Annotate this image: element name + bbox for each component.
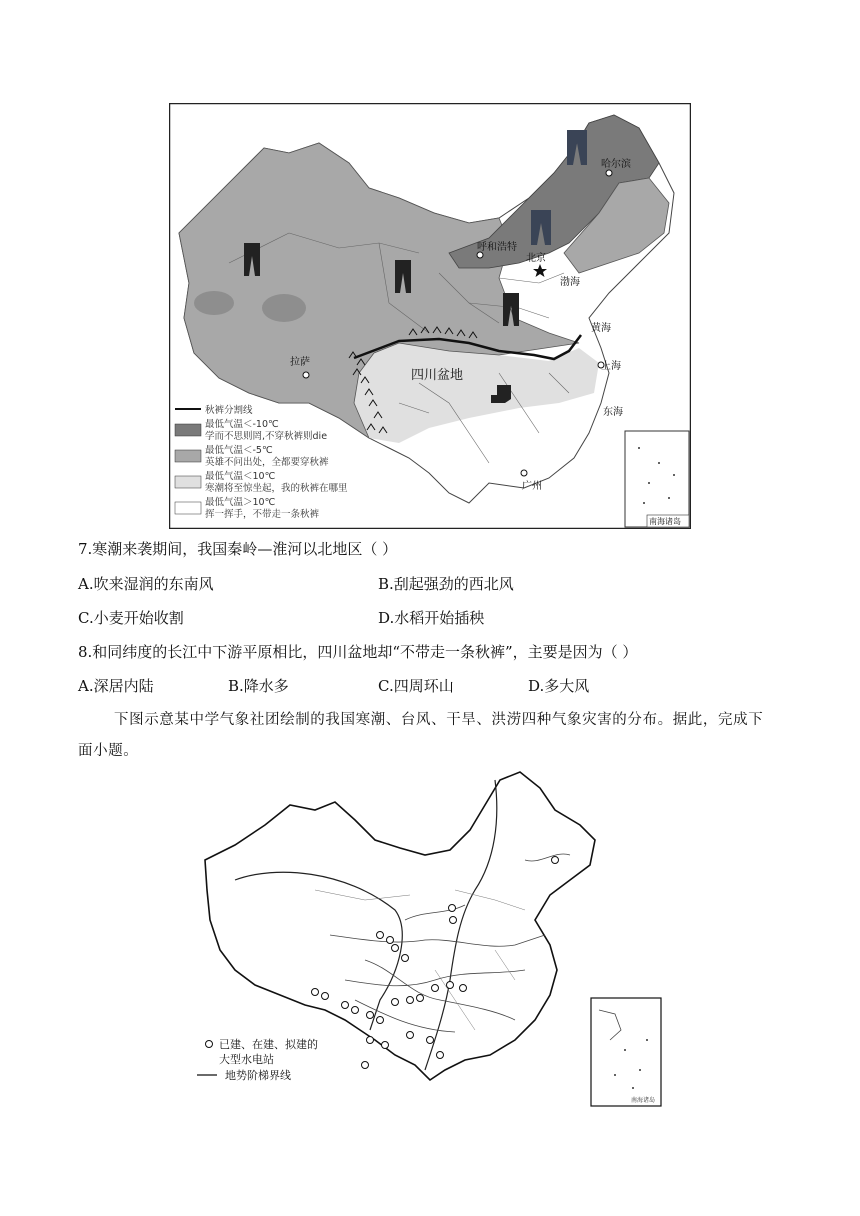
intro-paragraph: 下图示意某中学气象社团绘制的我国寒潮、台风、干旱、洪涝四种气象灾害的分布。据此，完成下面小题。	[78, 712, 764, 759]
legend-mild-2: 寒潮将至惊坐起，我的秋裤在哪里	[205, 483, 348, 494]
city-dot-guangzhou	[521, 470, 527, 476]
label-shanghai: 上海	[601, 361, 621, 372]
label-huanghai: 黄海	[591, 323, 611, 334]
map1-svg	[169, 103, 691, 529]
legend-station-label-1: 已建、在建、拟建的	[219, 1038, 318, 1051]
autumn-pants-map	[169, 103, 691, 529]
label-sichuan-basin: 四川盆地	[411, 368, 464, 383]
china-outline	[205, 772, 595, 1080]
legend-warm-2: 挥一挥手，不带走一条秋裤	[205, 509, 320, 520]
city-dot-lasa	[303, 372, 309, 378]
south-sea-inset	[625, 431, 689, 527]
hydropower-map	[195, 770, 665, 1110]
legend-very-cold-1: 最低气温＜-10℃	[205, 419, 279, 430]
legend-mild-1: 最低气温＜10℃	[205, 471, 276, 482]
map2-legend	[197, 1037, 318, 1082]
q7-option-a[interactable]: A.吹来湿润的东南风	[78, 575, 214, 593]
legend-station-icon	[206, 1041, 213, 1048]
q7-option-b[interactable]: B.刮起强劲的西北风	[378, 575, 514, 593]
legend-station-label-2: 大型水电站	[219, 1053, 274, 1066]
label-donghai: 东海	[603, 407, 623, 418]
south-sea-inset-2	[591, 998, 661, 1106]
label-guangzhou: 广州	[522, 481, 542, 492]
city-dot-haerbin	[606, 170, 612, 176]
legend-very-cold-2: 学而不思则罔,不穿秋裤则die	[205, 431, 328, 442]
legend-cold-1: 最低气温＜-5℃	[205, 445, 273, 456]
q7-stem: 7.寒潮来袭期间，我国秦岭—淮河以北地区（ ）	[78, 540, 398, 558]
legend-line-label: 地势阶梯界线	[225, 1069, 291, 1082]
inset-label-2: 南海诸岛	[631, 1097, 656, 1104]
legend-warm-1: 最低气温＞10℃	[205, 497, 276, 508]
q8-option-d[interactable]: D.多大风	[528, 677, 590, 695]
q8-option-b[interactable]: B.降水多	[228, 677, 289, 695]
inset-label: 南海诸岛	[649, 517, 681, 526]
legend-cold-2: 英雄不问出处，全都要穿秋裤	[205, 457, 329, 468]
q8-option-c[interactable]: C.四周环山	[378, 677, 454, 695]
q8-stem: 8.和同纬度的长江中下游平原相比，四川盆地却“不带走一条秋裤”，主要是因为（ ）	[78, 643, 638, 661]
label-haerbin: 哈尔滨	[601, 159, 631, 170]
q7-option-c[interactable]: C.小麦开始收割	[78, 609, 184, 627]
legend-divide-line-label: 秋裤分割线	[205, 405, 253, 416]
label-huhehaote: 呼和浩特	[477, 242, 517, 253]
label-lasa: 拉萨	[290, 357, 310, 368]
map2-svg	[195, 770, 665, 1110]
q7-option-d[interactable]: D.水稻开始插秧	[378, 609, 485, 627]
label-beijing: 北京	[526, 253, 546, 264]
label-bohai: 渤海	[560, 277, 580, 288]
q8-option-a[interactable]: A.深居内陆	[78, 677, 154, 695]
